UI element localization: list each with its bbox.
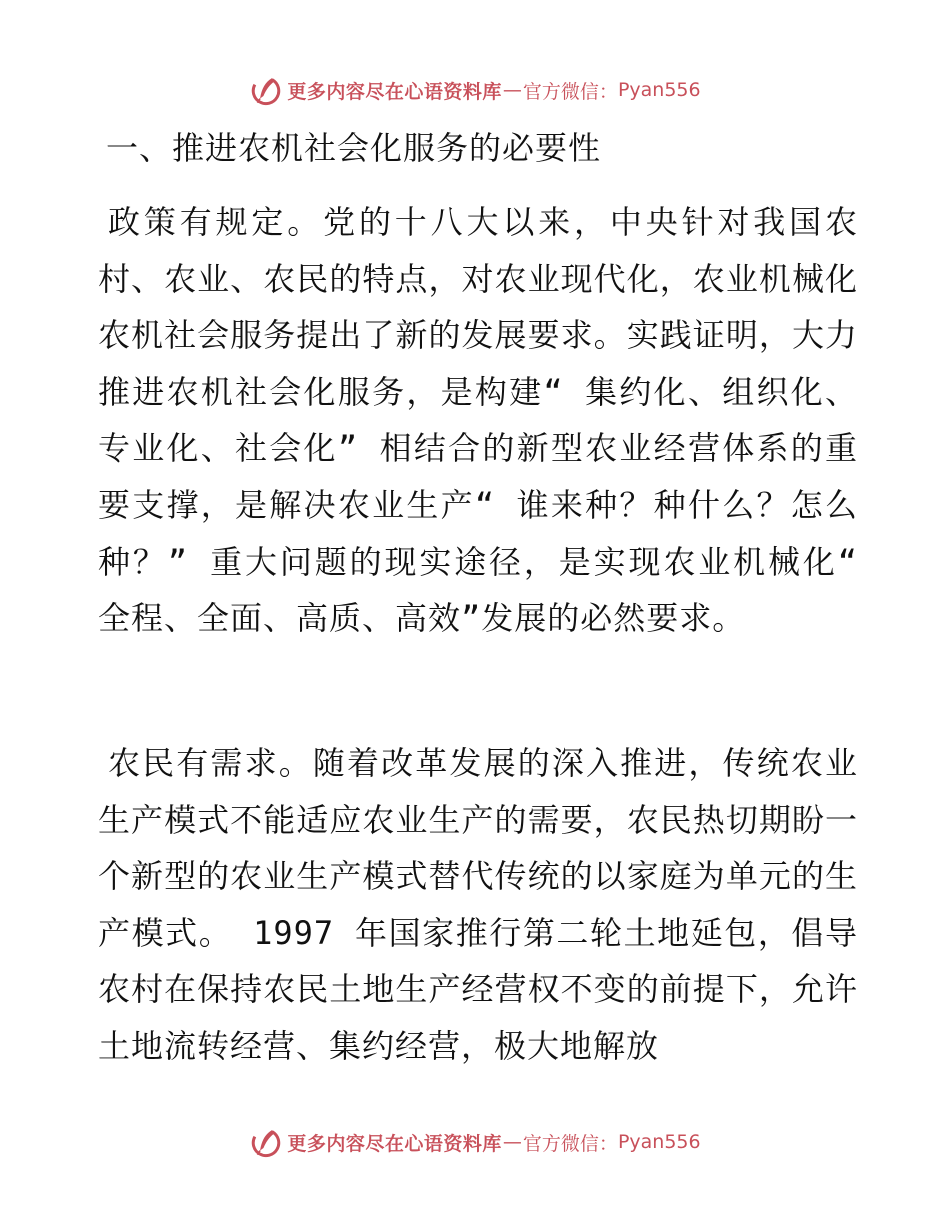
banner-wechat-label: 官方微信： — [522, 80, 618, 103]
banner-wechat-id: Pyan556 — [617, 79, 701, 101]
section-heading: 一、推进农机社会化服务的必要性 — [106, 129, 602, 167]
quill-pen-logo-icon — [249, 1125, 283, 1159]
paragraph-policy: 政策有规定。党的十八大以来，中央针对我国农村、农业、农民的特点，对农业现代化，农业机械化农机社会服务提出了新的发展要求。实践证明，大力推进农机社会化服务，是构建“ 集约化、组织化、专业化、社会化” 相结合的新型农业经营体系的重要支撑，是解决农业生产“ 谁来种？种什么？怎么种？” 重大问题的现实途径，是实现农业机械化“ 全程、全面、高质、高效”发展的必然要求。 — [98, 203, 858, 638]
banner-slogan: 更多内容尽在心语资料库 — [287, 1132, 502, 1155]
paragraph-farmer-demand: 农民有需求。随着改革发展的深入推进，传统农业生产模式不能适应农业生产的需要，农民热切期盼一个新型的农业生产模式替代传统的以家庭为单元的生产模式。 1997 年国家推行第二轮土地延包，倡导农村在保持农民土地生产经营权不变的前提下，允许土地流转经营、集约经营，极大地解放 — [98, 744, 858, 1065]
banner-wechat-label: 官方微信： — [522, 1132, 618, 1155]
header-watermark-banner — [0, 70, 950, 110]
banner-separator: — — [502, 79, 522, 101]
quill-pen-logo-icon — [249, 73, 283, 107]
banner-separator: — — [502, 1131, 522, 1153]
banner-slogan: 更多内容尽在心语资料库 — [287, 80, 502, 103]
banner-wechat-id: Pyan556 — [617, 1131, 701, 1153]
footer-watermark-banner — [0, 1122, 950, 1162]
